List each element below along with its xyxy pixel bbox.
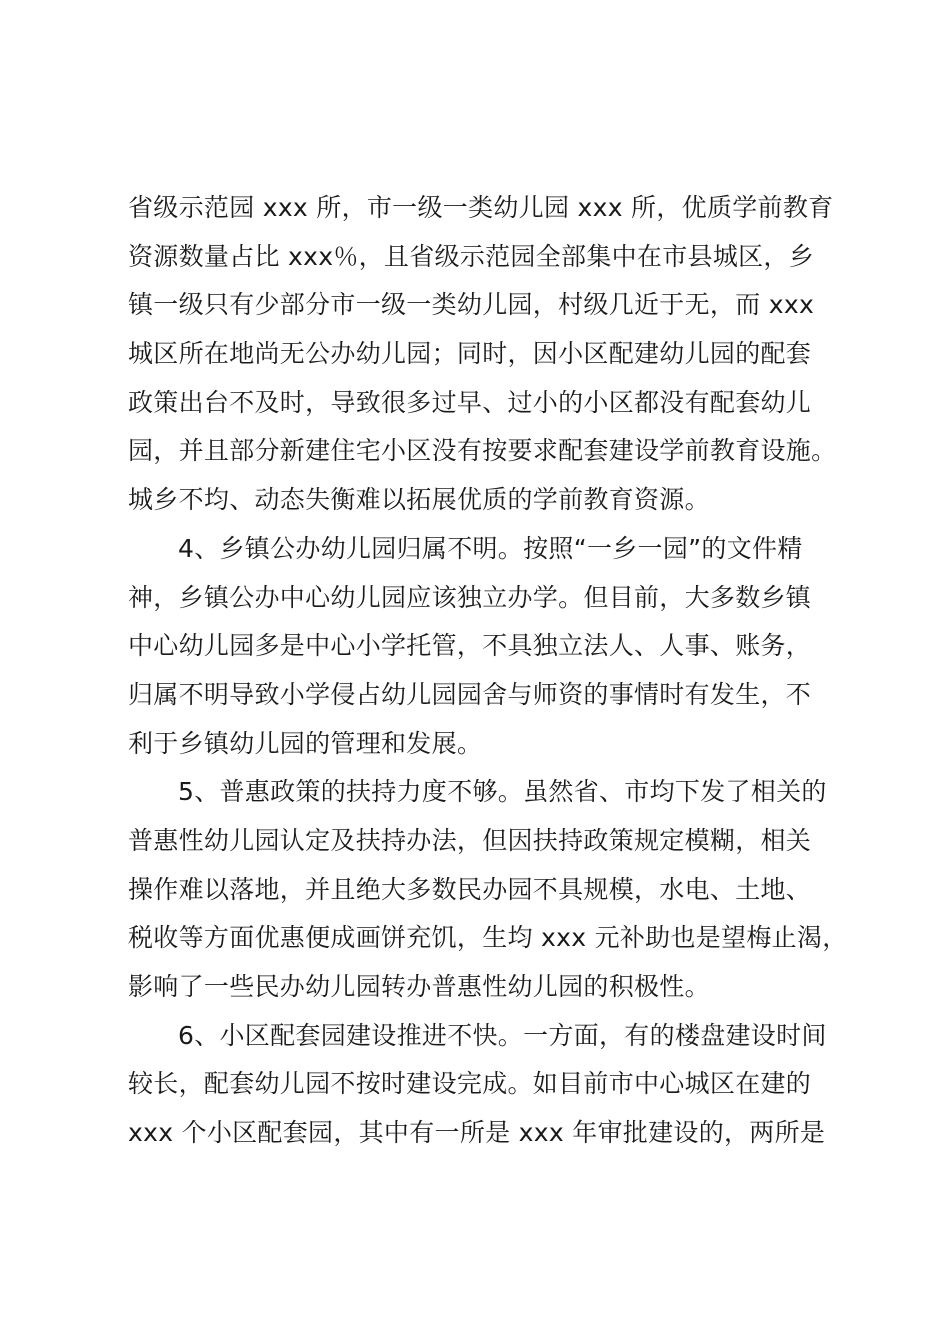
text-line: 园，并且部分新建住宅小区没有按要求配套建设学前教育设施。 — [128, 436, 837, 466]
text-line: 利于乡镇幼儿园的管理和发展。 — [128, 728, 483, 758]
text-line: 省级示范园 xxx 所，市一级一类幼儿园 xxx 所，优质学前教育 — [128, 193, 834, 222]
text-line: xxx 个小区配套园，其中有一所是 xxx 年审批建设的，两所是 — [128, 1118, 826, 1148]
text-line: 镇一级只有少部分市一级一类幼儿园，村级几近于无，而 xxx — [128, 290, 815, 320]
paragraph-start-line: 4、乡镇公办幼儿园归属不明。按照“一乡一园”的文件精 — [178, 533, 803, 563]
text-line: 税收等方面优惠便成画饼充饥，生均 xxx 元补助也是望梅止渴， — [128, 923, 848, 953]
text-line: 影响了一些民办幼儿园转办普惠性幼儿园的积极性。 — [128, 972, 710, 1001]
paragraph-start-line: 6、小区配套园建设推进不快。一方面，有的楼盘建设时间 — [178, 1020, 827, 1050]
text-line: 资源数量占比 xxx％，且省级示范园全部集中在市县城区，乡 — [128, 241, 815, 271]
text-line: 政策出台不及时，导致很多过早、过小的小区都没有配套幼儿 — [128, 387, 812, 417]
text-line: 普惠性幼儿园认定及扶持办法，但因扶持政策规定模糊，相关 — [128, 825, 812, 855]
paragraph-start-line: 5、普惠政策的扶持力度不够。虽然省、市均下发了相关的 — [178, 777, 827, 807]
text-line: 归属不明导致小学侵占幼儿园园舍与师资的事情时有发生，不 — [128, 679, 812, 709]
text-line: 神，乡镇公办中心幼儿园应该独立办学。但目前，大多数乡镇 — [128, 582, 812, 612]
text-line: 城乡不均、动态失衡难以拓展优质的学前教育资源。 — [128, 485, 710, 515]
text-line: 城区所在地尚无公办幼儿园；同时，因小区配建幼儿园的配套 — [128, 339, 812, 369]
text-line: 较长，配套幼儿园不按时建设完成。如目前市中心城区在建的 — [128, 1069, 812, 1099]
text-line: 中心幼儿园多是中心小学托管，不具独立法人、人事、账务， — [128, 631, 812, 661]
document-body — [128, 184, 848, 1158]
text-line: 操作难以落地，并且绝大多数民办园不具规模，水电、土地、 — [128, 874, 812, 904]
